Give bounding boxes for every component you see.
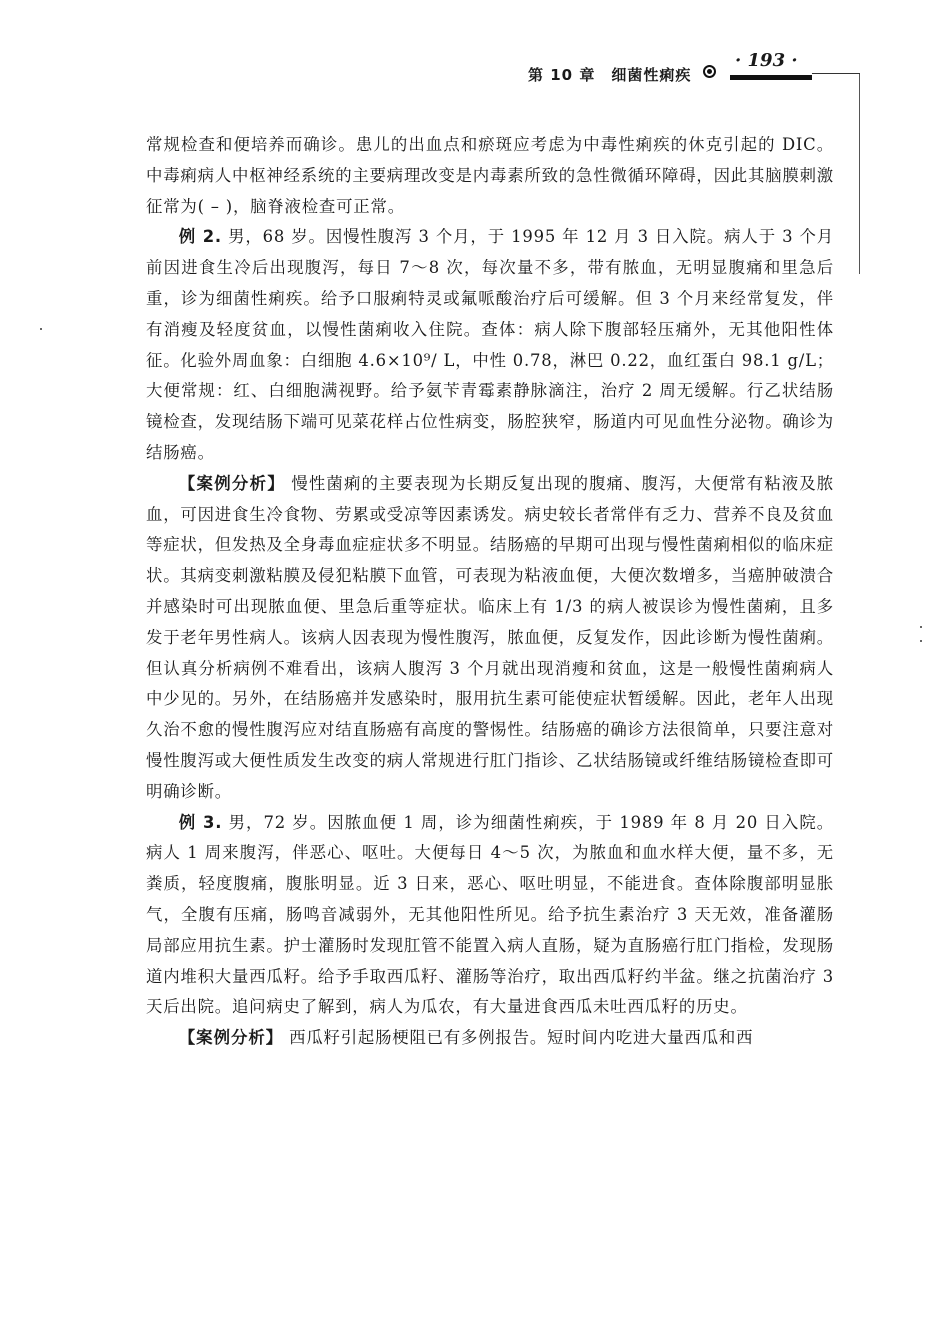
paragraph-continued xyxy=(146,130,834,222)
paragraph-text: 西瓜籽引起肠梗阻已有多例报告。短时间内吃进大量西瓜和西 xyxy=(283,1028,754,1048)
example-2-paragraph xyxy=(146,222,834,468)
case-analysis-paragraph xyxy=(146,469,834,808)
margin-dot xyxy=(920,640,922,642)
paragraph-text: 男，68 岁。因慢性腹泻 3 个月，于 1995 年 12 月 3 日入院。病人于 3 个月前因进食生冷后出现腹泻，每日 7～8 次，每次量不多，带有脓血，无明显腹痛和里急后重，诊为细菌性痢疾。给予口服痢特灵或氟哌酸治疗后可缓解。但 3 个月来经常复发，伴有消瘦及轻度贫血，以慢性菌痢收入住院。查体：病人除下腹部轻压痛外，无其他阳性体征。化验外周血象：白细胞 4.6×10⁹/ L，中性 0.78，淋巴 0.22，血红蛋白 98.1 g/L；大便常规：红、白细胞满视野。给予氨苄青霉素静脉滴注，治疗 2 周无缓解。行乙状结肠镜检查，发现结肠下端可见菜花样占位性病变，肠腔狭窄，肠道内可见血性分泌物。确诊为结肠癌。 xyxy=(146,227,834,462)
main-text xyxy=(146,130,834,1054)
example-label: 例 2. xyxy=(178,227,222,247)
paragraph-text: 常规检查和便培养而确诊。患儿的出血点和瘀斑应考虑为中毒性痢疾的休克引起的 DIC。中毒痢病人中枢神经系统的主要病理改变是内毒素所致的急性微循环障碍，因此其脑膜刺激征常为( – )，脑脊液检查可正常。 xyxy=(146,135,834,216)
case-analysis-paragraph xyxy=(146,1023,834,1054)
bullseye-icon xyxy=(703,65,716,78)
paragraph-text: 男，72 岁。因脓血便 1 周，诊为细菌性痢疾，于 1989 年 8 月 20 日入院。病人 1 周来腹泻，伴恶心、呕吐。大便每日 4～5 次，为脓血和血水样大便，量不多，无粪质，轻度腹痛，腹胀明显。近 3 日来，恶心、呕吐明显，不能进食。查体除腹部明显胀气，全腹有压痛，肠鸣音减弱外，无其他阳性所见。给予抗生素治疗 3 天无效，准备灌肠局部应用抗生素。护士灌肠时发现肛管不能置入病人直肠，疑为直肠癌行肛门指检，发现肠道内堆积大量西瓜籽。给予手取西瓜籽、灌肠等治疗，取出西瓜籽约半盆。继之抗菌治疗 3 天后出院。追问病史了解到，病人为瓜农，有大量进食西瓜未吐西瓜籽的历史。 xyxy=(146,812,834,1017)
case-analysis-label: 【案例分析】 xyxy=(178,1028,284,1048)
page-number: · 193 · xyxy=(735,50,798,71)
running-header xyxy=(520,50,860,90)
chapter-title: 第 10 章 细菌性痢疾 xyxy=(528,66,692,84)
case-analysis-label: 【案例分析】 xyxy=(178,473,286,493)
example-3-paragraph xyxy=(146,808,834,1024)
margin-dot xyxy=(920,626,922,628)
example-label: 例 3. xyxy=(178,812,223,832)
header-rule-thin xyxy=(812,73,860,74)
paragraph-text: 慢性菌痢的主要表现为长期反复出现的腹痛、腹泻，大便常有粘液及脓血，可因进食生冷食物、劳累或受凉等因素诱发。病史较长者常伴有乏力、营养不良及贫血等症状，但发热及全身毒血症症状多不明显。结肠癌的早期可出现与慢性菌痢相似的临床症状。其病变刺激粘膜及侵犯粘膜下血管，可表现为粘液血便，大便次数增多，当癌肿破溃合并感染时可出现脓血便、里急后重等症状。临床上有 1/3 的病人被误诊为慢性菌痢，且多发于老年男性病人。该病人因表现为慢性腹泻，脓血便，反复发作，因此诊断为慢性菌痢。但认真分析病例不难看出，该病人腹泻 3 个月就出现消瘦和贫血，这是一般慢性菌痢病人中少见的。另外，在结肠癌并发感染时，服用抗生素可能使症状暂缓解。因此，老年人出现久治不愈的慢性腹泻应对结直肠癌有高度的警惕性。结肠癌的确诊方法很简单，只要注意对慢性腹泻或大便性质发生改变的病人常规进行肛门指诊、乙状结肠镜或纤维结肠镜检查即可明确诊断。 xyxy=(146,473,834,801)
margin-dot xyxy=(40,328,42,330)
page-edge-line xyxy=(859,74,860,274)
header-rule-thick xyxy=(730,75,812,80)
